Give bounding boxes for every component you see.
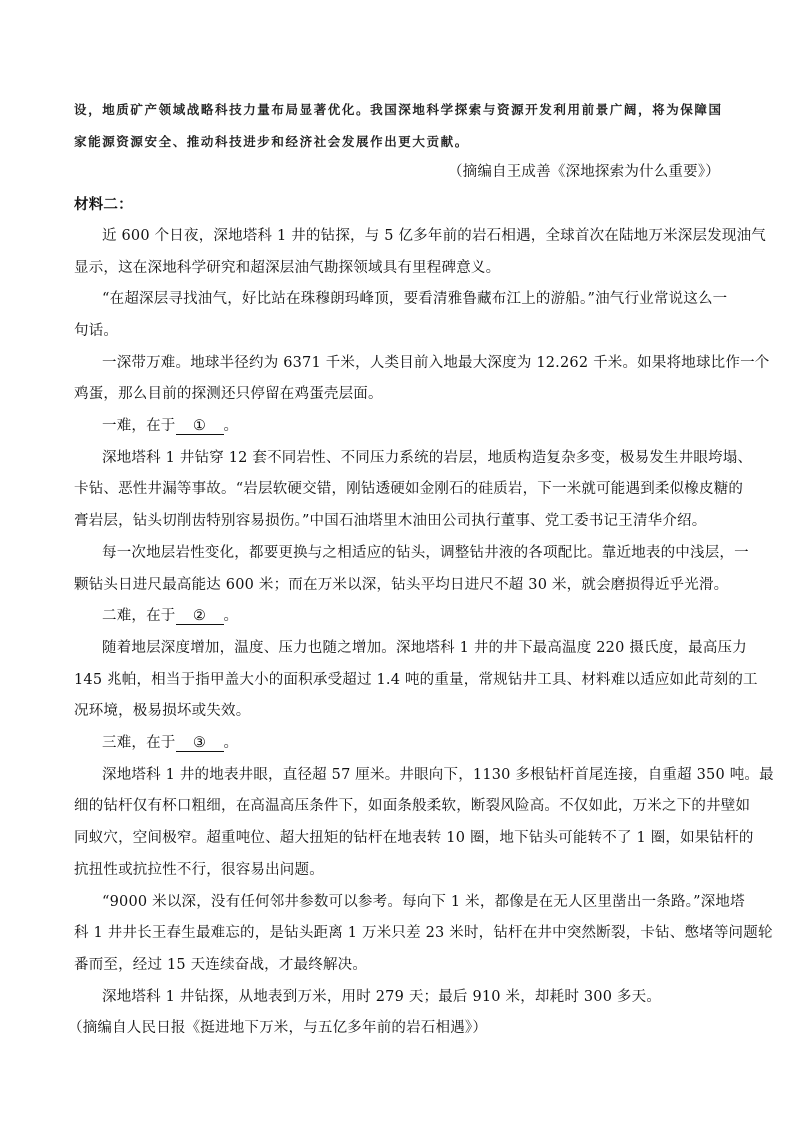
- paragraph-line: 卡钻、恶性井漏等事故。“岩层软硬交错，刚钻透硬如金刚石的硅质岩，下一米就可能遇到柔似橡皮糖的: [74, 481, 744, 498]
- paragraph-line: 鸡蛋，那么目前的探测还只停留在鸡蛋壳层面。: [74, 386, 383, 403]
- paragraph-line: 细的钻杆仅有杯口粗细，在高温高压条件下，如面条般柔软，断裂风险高。不仅如此，万米之下的井壁如: [74, 798, 751, 815]
- difficulty-1-suffix: 。: [223, 418, 239, 435]
- paragraph-line: 145 兆帕，相当于指甲盖大小的面积承受超过 1.4 吨的重量，常规钻井工具、材料难以适应如此苛刻的工: [74, 671, 758, 688]
- material2-source: （摘编自人民日报《挺进地下万米，与五亿多年前的岩石相遇》）: [68, 1020, 488, 1037]
- paragraph-line: 深地塔科 1 井钻穿 12 套不同岩性、不同压力系统的岩层，地质构造复杂多变，极易发生井眼垮塌、: [102, 449, 753, 466]
- material1-tail-line-1: 设，地质矿产领域战略科技力量布局显著优化。我国深地科学探索与资源开发利用前景广阔，将为保障国: [74, 102, 723, 117]
- paragraph-line: 句话。: [74, 322, 119, 339]
- material2-heading: 材料二：: [74, 196, 133, 214]
- paragraph-line: 况环境，极易损坏或失效。: [74, 703, 251, 720]
- paragraph-line: 颗钻头日进尺最高能达 600 米；而在万米以深，钻头平均日进尺不超 30 米，就会磨损得近乎光滑。: [74, 576, 729, 593]
- paragraph-line: 每一次地层岩性变化，都要更换与之相适应的钻头，调整钻井液的各项配比。靠近地表的中浅层，一: [102, 544, 749, 561]
- difficulty-2-suffix: 。: [223, 608, 239, 625]
- difficulty-2-prefix: 二难，在于: [102, 608, 176, 625]
- difficulty-3-suffix: 。: [223, 735, 239, 752]
- paragraph-line: 随着地层深度增加，温度、压力也随之增加。深地塔科 1 井的井下最高温度 220 摄氏度，最高压力: [102, 639, 747, 656]
- paragraph-line: “9000 米以深，没有任何邻井参数可以参考。每向下 1 米，都像是在无人区里凿出一条路。”深地塔: [102, 893, 745, 910]
- material1-source: （摘编自王成善《深地探索为什么重要》）: [447, 164, 720, 181]
- fill-in-blank-2: ②: [176, 608, 224, 625]
- paragraph-line: 深地塔科 1 井的地表井眼，直径超 57 厘米。井眼向下，1130 多根钻杆首尾连接，自重超 350 吨。最: [102, 766, 774, 783]
- paragraph-line: 一深带万难。地球半径约为 6371 千米，人类目前入地最大深度为 12.262 千米。如果将地球比作一个: [102, 354, 770, 371]
- paragraph-line: 科 1 井井长王春生最难忘的，是钻头距离 1 万米只差 23 米时，钻杆在井中突然断裂，卡钻、憋堵等问题轮: [74, 925, 773, 942]
- difficulty-2: [74, 601, 720, 633]
- paragraph-line: “在超深层寻找油气，好比站在珠穆朗玛峰顶，要看清雅鲁藏布江上的游船。”油气行业常说这么一: [102, 291, 728, 308]
- material1-tail-line-2: 家能源资源安全、推动科技进步和经济社会发展作出更大贡献。: [74, 133, 469, 149]
- paragraph-line: 显示，这在深地科学研究和超深层油气勘探领域具有里程碑意义。: [74, 259, 501, 276]
- paragraph-line: 番而至，经过 15 天连续奋战，才最终解决。: [74, 956, 368, 973]
- fill-in-blank-3: ③: [176, 735, 224, 752]
- document-page: [68, 94, 774, 1045]
- difficulty-1-prefix: 一难，在于: [102, 418, 176, 435]
- paragraph-line: 膏岩层，钻头切削齿特别容易损伤。”中国石油塔里木油田公司执行董事、党工委书记王清华介绍。: [74, 513, 707, 530]
- difficulty-3: [74, 728, 720, 760]
- fill-in-blank-1: ①: [176, 418, 224, 435]
- paragraph-line: 同蚁穴，空间极窄。超重吨位、超大扭矩的钻杆在地表转 10 圈，地下钻头可能转不了 1 圈，如果钻杆的: [74, 830, 754, 847]
- paragraph-line: 近 600 个日夜，深地塔科 1 井的钻探，与 5 亿多年前的岩石相遇，全球首次在陆地万米深层发现油气: [102, 227, 766, 244]
- paragraph-line: 抗扭性或抗拉性不行，很容易出问题。: [74, 861, 324, 878]
- paragraph-line: 深地塔科 1 井钻探，从地表到万米，用时 279 天；最后 910 米，却耗时 300 多天。: [102, 988, 662, 1005]
- difficulty-3-prefix: 三难，在于: [102, 735, 176, 752]
- difficulty-1: [74, 411, 720, 443]
